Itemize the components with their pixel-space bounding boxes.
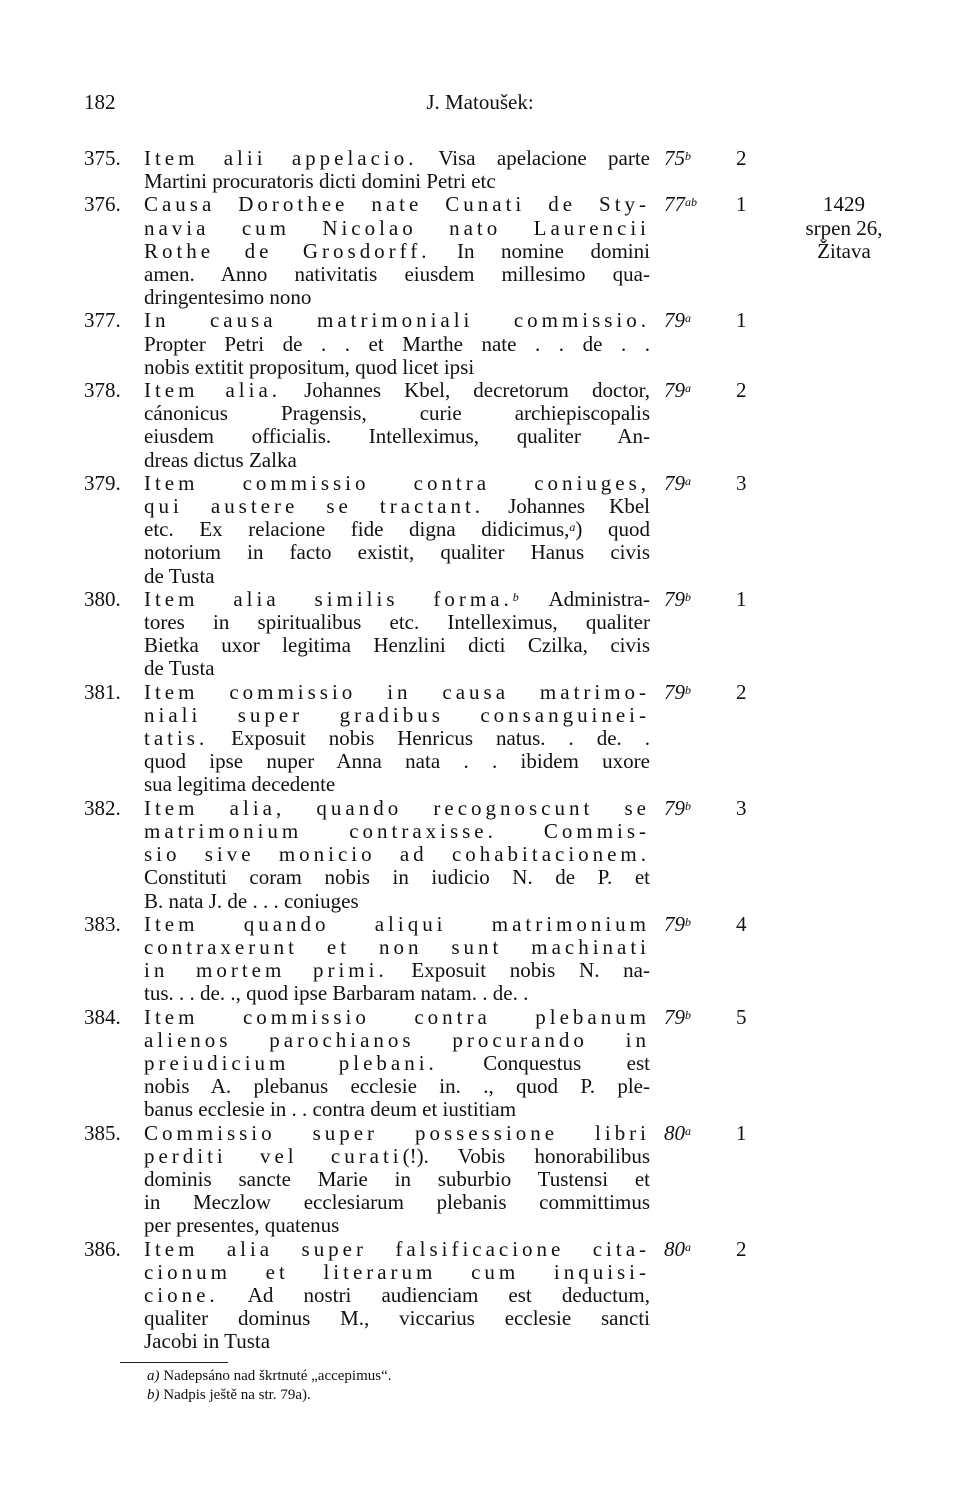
entry-heading: alienos parochianos procurando in [144, 1027, 650, 1052]
text-line [144, 750, 650, 773]
column-number: 5 [736, 1004, 747, 1029]
text-run: cánonicus Pragensis, curie archiepiscopalis [144, 401, 650, 426]
column-number: 2 [736, 679, 747, 704]
text-run: dringentesimo nono [144, 285, 312, 310]
text-run: Johannes Kbel [484, 494, 650, 519]
text-run: etc. Ex relacione fide digna didicimus, [144, 517, 570, 542]
folio-reference: $77^{ab}$ [664, 192, 697, 217]
text-line [144, 518, 650, 541]
entry-heading: Item quando aliqui matrimonium [144, 911, 650, 936]
text-line [144, 379, 650, 402]
text-line [144, 495, 650, 518]
entry-list [84, 147, 904, 1354]
entry [84, 913, 904, 1006]
entry-heading: Rothe de Grosdorff. [144, 238, 431, 263]
footnote-mark: b) [147, 1387, 160, 1403]
text-line [144, 611, 650, 634]
text-line [144, 1145, 650, 1168]
column-number: 1 [736, 192, 747, 217]
entry-heading: Item alia similis forma. [144, 586, 513, 611]
folio-reference: 80$^a$ [664, 1236, 691, 1261]
text-line [144, 147, 650, 170]
entry-heading: Item commissio in causa matrimo- [144, 679, 650, 704]
text-line [144, 1006, 650, 1029]
footnote-reference: b [512, 589, 519, 604]
footnote [147, 1386, 392, 1405]
text-line [144, 959, 650, 982]
text-run: tus. . . de. ., quod ipse Barbaram natam. . de. . [144, 981, 529, 1006]
entry-heading: matrimonium contraxisse. Commis- [144, 818, 650, 843]
entry-heading: Item alii appelacio. [144, 146, 418, 170]
entry-heading: In causa matrimoniali commissio. [144, 308, 650, 333]
entry-heading: contraxerunt et non sunt machinati [144, 934, 650, 959]
running-head: J. Matoušek: [426, 90, 534, 114]
folio-reference: 79$^a$ [664, 470, 691, 495]
text-line [144, 681, 650, 704]
entry-heading: preiudicium plebani. [144, 1050, 438, 1075]
text-line [144, 1098, 650, 1121]
text-run: qualiter dominus M., viccarius ecclesie sancti [144, 1306, 650, 1331]
text-line [144, 1075, 650, 1098]
entry-heading: navia cum Nicolao nato Laurencii [144, 215, 650, 240]
entry-number: 381. [84, 679, 121, 704]
text-run: (!). Vobis honorabilibus [402, 1143, 650, 1168]
text-run: tores in spiritualibus etc. Intelleximus, qualiter [144, 610, 650, 635]
text-run: dominis sancte Marie in suburbio Tustensi et [144, 1166, 650, 1191]
text-line [144, 170, 650, 193]
folio-reference: 79$^a$ [664, 378, 691, 403]
text-run: Constituti coram nobis in iudicio N. de P. et [144, 865, 650, 890]
text-run: de Tusta [144, 563, 215, 588]
text-run: Ad nostri audienciam est deductum, [218, 1282, 650, 1307]
text-line [144, 982, 650, 1005]
entry-heading: Item alia. [144, 378, 282, 403]
text-line [144, 193, 650, 216]
entry-heading: cione. [144, 1282, 219, 1307]
column-number: 1 [736, 1120, 747, 1145]
text-run: In nomine domini [430, 238, 650, 263]
text-line [144, 634, 650, 657]
entry-number: 377. [84, 308, 121, 333]
entry-heading: tatis. [144, 726, 209, 751]
entry-number: 384. [84, 1004, 121, 1029]
entry-heading: Item commissio contra plebanum [144, 1004, 650, 1029]
text-run: Bietka uxor legitima Henzlini dicti Czilka, civis [144, 633, 650, 658]
text-line [144, 588, 650, 611]
text-line [144, 936, 650, 959]
entry-text [144, 1006, 650, 1122]
page-number: 182 [84, 90, 116, 114]
text-line [144, 1330, 650, 1353]
text-run: amen. Anno nativitatis eiusdem millesimo qua- [144, 262, 650, 287]
entry-text [144, 379, 650, 472]
text-line [144, 1029, 650, 1052]
text-line [144, 541, 650, 564]
entry [84, 379, 904, 472]
text-line [144, 913, 650, 936]
footnote-text: Nadepsáno nad škrtnuté „accepimus“. [159, 1368, 392, 1384]
entry-text [144, 472, 650, 588]
column-number: 1 [736, 586, 747, 611]
text-run: Conquestus est [437, 1050, 650, 1075]
text-line [144, 820, 650, 843]
entry-heading: in mortem primi. [144, 958, 388, 983]
entry-text [144, 913, 650, 1006]
column-number: 2 [736, 378, 747, 403]
entry [84, 147, 904, 193]
entry-text [144, 193, 650, 309]
folio-reference: 80$^a$ [664, 1120, 691, 1145]
text-run: nobis A. plebanus ecclesie in. ., quod P. ple- [144, 1074, 650, 1099]
entry [84, 309, 904, 379]
text-run: per presentes, quatenus [144, 1213, 340, 1238]
entry-heading: perditi vel curati [144, 1143, 403, 1168]
entry-number: 375. [84, 146, 121, 170]
text-run: quod ipse nuper Anna nata . . ibidem uxore [144, 749, 650, 774]
entry-text [144, 681, 650, 797]
text-line [144, 356, 650, 379]
text-run: in Meczlow ecclesiarum plebanis committimus [144, 1190, 650, 1215]
date-note-line: 1429 [823, 192, 865, 217]
folio-reference: 79$^b$ [664, 679, 691, 704]
date-note-line: srpen 26, [805, 215, 883, 240]
text-line [144, 773, 650, 796]
text-line [144, 1261, 650, 1284]
entry-heading: sio sive monicio ad cohabitacionem. [144, 842, 650, 867]
text-line [144, 1052, 650, 1075]
entry-text [144, 1122, 650, 1238]
entry-number: 380. [84, 586, 121, 611]
entry-text [144, 1238, 650, 1354]
column-number: 2 [736, 146, 747, 170]
column-number: 3 [736, 795, 747, 820]
column-number: 3 [736, 470, 747, 495]
entry [84, 588, 904, 681]
text-line [144, 286, 650, 309]
entry [84, 1122, 904, 1238]
text-line [144, 1191, 650, 1214]
text-line [144, 333, 650, 356]
entry-heading: Item alia super falsificacione cita- [144, 1236, 650, 1261]
text-run: Visa apelacione parte [417, 146, 650, 170]
folio-reference: 79$^b$ [664, 911, 691, 936]
entry [84, 681, 904, 797]
text-line [144, 240, 650, 263]
text-line [144, 843, 650, 866]
entry-number: 382. [84, 795, 121, 820]
text-run: Exposuit nobis N. na- [387, 958, 650, 983]
text-run: Martini procuratoris dicti domini Petri etc [144, 169, 496, 194]
text-run: Jacobi in Tusta [144, 1329, 271, 1354]
text-run: Exposuit nobis Henricus natus. . de. . [208, 726, 650, 751]
text-run: Johannes Kbel, decretorum doctor, [281, 378, 650, 403]
text-line [144, 727, 650, 750]
text-run: de Tusta [144, 656, 215, 681]
entry [84, 193, 904, 309]
text-run: eiusdem officialis. Intelleximus, qualiter An- [144, 424, 650, 449]
text-run: Administra- [518, 586, 650, 611]
entry-text [144, 147, 650, 193]
text-line [144, 449, 650, 472]
entry-text [144, 309, 650, 379]
footnote-reference: a [569, 520, 576, 535]
text-line [144, 866, 650, 889]
text-run: ) quod [575, 517, 651, 542]
footnote-rule [120, 1362, 228, 1363]
entry [84, 1238, 904, 1354]
footnote-text: Nadpis ještě na str. 79a). [159, 1387, 311, 1403]
entry-heading: Commissio super possessione libri [144, 1120, 650, 1145]
text-line [144, 1122, 650, 1145]
entry [84, 1006, 904, 1122]
folio-reference: 79$^a$ [664, 308, 691, 333]
entry-heading: Item alia, quando recognoscunt se [144, 795, 650, 820]
folio-reference: 75$^b$ [664, 146, 691, 170]
date-note [784, 193, 904, 263]
entry-number: 386. [84, 1236, 121, 1261]
entry-number: 383. [84, 911, 121, 936]
folio-reference: 79$^b$ [664, 1004, 691, 1029]
folio-reference: 79$^b$ [664, 795, 691, 820]
entry-number: 378. [84, 378, 121, 403]
text-run: B. nata J. de . . . coniuges [144, 888, 359, 913]
entry-heading: Item commissio contra coniuges, [144, 470, 650, 495]
text-run: nobis extitit propositum, quod licet ipsi [144, 354, 475, 379]
entry-number: 385. [84, 1120, 121, 1145]
text-line [144, 1168, 650, 1191]
column-number: 2 [736, 1236, 747, 1261]
column-number: 4 [736, 911, 747, 936]
folio-reference: 79$^b$ [664, 586, 691, 611]
text-run: sua legitima decedente [144, 772, 336, 797]
footnotes [147, 1367, 392, 1405]
column-number: 1 [736, 308, 747, 333]
text-line [144, 263, 650, 286]
date-note-line: Žitava [817, 238, 871, 263]
footnote [147, 1367, 392, 1386]
text-line [144, 797, 650, 820]
entry-heading: niali super gradibus consanguinei- [144, 702, 650, 727]
text-line [144, 472, 650, 495]
text-run: Propter Petri de . . et Marthe nate . . de . . [144, 331, 650, 356]
text-line [144, 890, 650, 913]
entry-text [144, 588, 650, 681]
text-line [144, 1307, 650, 1330]
text-line [144, 309, 650, 332]
text-line [144, 425, 650, 448]
text-line [144, 1238, 650, 1261]
footnote-mark: a) [147, 1368, 160, 1384]
entry [84, 797, 904, 913]
entry-heading: qui austere se tractant. [144, 494, 485, 519]
text-line [144, 402, 650, 425]
text-run: dreas dictus Zalka [144, 447, 297, 472]
text-line [144, 217, 650, 240]
entry-number: 376. [84, 192, 121, 217]
entry-heading: cionum et literarum cum inquisi- [144, 1259, 650, 1284]
entry-text [144, 797, 650, 913]
text-line [144, 1214, 650, 1237]
entry-number: 379. [84, 470, 121, 495]
entry-heading: Causa Dorothee nate Cunati de Sty- [144, 192, 650, 217]
text-line [144, 704, 650, 727]
entry [84, 472, 904, 588]
text-run: notorium in facto existit, qualiter Hanus civis [144, 540, 650, 565]
text-run: banus ecclesie in . . contra deum et iustitiam [144, 1097, 517, 1122]
text-line [144, 565, 650, 588]
text-line [144, 1284, 650, 1307]
text-line [144, 657, 650, 680]
